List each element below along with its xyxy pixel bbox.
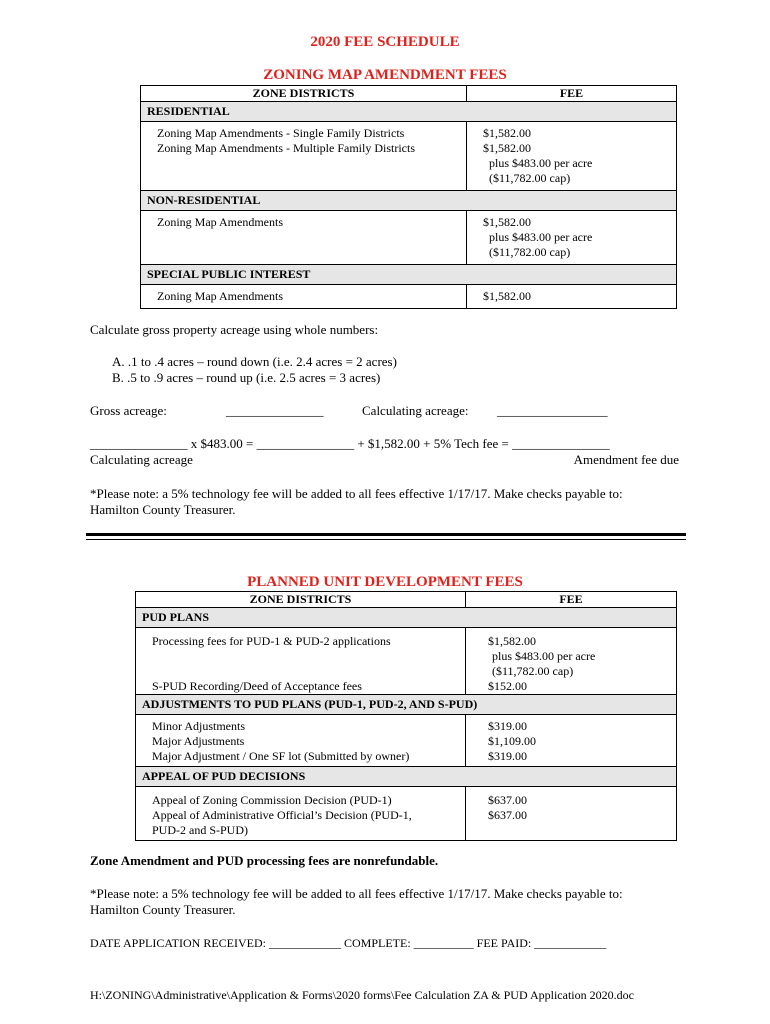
pud-plan-fee: plus $483.00 per acre [492,649,596,663]
formula-right-caption: Amendment fee due [573,452,679,467]
section-divider [86,533,686,536]
pud-tech-fee-note: *Please note: a 5% technology fee will be added to all fees effective 1/17/17. Make checks payable to: [90,886,623,901]
za-res-fee: plus $483.00 per acre [489,156,593,170]
za-residential-fees [467,122,677,191]
za-nonres-fee: ($11,782.00 cap) [489,245,571,259]
za-spi-fee: $1,582.00 [483,289,531,303]
calc-rule-a: A. .1 to .4 acres – round down (i.e. 2.4 acres = 2 acres) [112,354,397,369]
pud-plan-item: Processing fees for PUD-1 & PUD-2 applications [152,634,391,648]
gross-acreage-field[interactable]: _______________ [226,403,324,418]
pud-section-plans: PUD PLANS [136,608,677,628]
calculating-acreage-field[interactable]: _________________ [497,403,608,418]
pud-appeal-item: Appeal of Zoning Commission Decision (PUD-1) [152,793,392,807]
nonrefundable-note: Zone Amendment and PUD processing fees are nonrefundable. [90,853,439,868]
pud-adjust-item: Major Adjustments [152,734,245,748]
pud-adjust-item: Major Adjustment / One SF lot (Submitted by owner) [152,749,410,763]
pud-plan-fee: ($11,782.00 cap) [492,664,574,678]
section-divider-thin [86,539,686,540]
formula-left-caption: Calculating acreage [90,452,193,467]
pud-plan-item: S-PUD Recording/Deed of Acceptance fees [152,679,362,693]
tech-fee-note-line2: Hamilton County Treasurer. [90,502,236,517]
za-section-nonresidential: NON-RESIDENTIAL [141,191,677,211]
pud-col-zone: ZONE DISTRICTS [136,592,466,608]
pud-col-fee: FEE [466,592,677,608]
za-col-zone: ZONE DISTRICTS [141,86,467,102]
pud-plans-items [136,628,466,695]
za-nonres-item: Zoning Map Amendments [157,215,283,229]
za-fee-table [140,85,677,309]
pud-plan-fee: $1,582.00 [488,634,536,648]
za-res-fee: $1,582.00 [483,141,531,155]
za-res-fee: $1,582.00 [483,126,531,140]
pud-adjust-items [136,715,466,767]
pud-adjust-fee: $319.00 [488,749,527,763]
pud-adjust-fee: $1,109.00 [488,734,536,748]
calc-intro: Calculate gross property acreage using whole numbers: [90,322,379,337]
za-residential-items [141,122,467,191]
za-nonres-fee: $1,582.00 [483,215,531,229]
za-heading: ZONING MAP AMENDMENT FEES [263,67,507,83]
pud-tech-fee-note-line2: Hamilton County Treasurer. [90,902,236,917]
pud-appeal-fees [466,787,677,841]
calc-rule-b: B. .5 to .9 acres – round up (i.e. 2.5 acres = 3 acres) [112,370,381,385]
gross-acreage-label: Gross acreage: [90,403,167,418]
za-res-item: Zoning Map Amendments - Single Family Districts [157,126,405,140]
pud-section-adjustments: ADJUSTMENTS TO PUD PLANS (PUD-1, PUD-2, AND S-PUD) [136,695,677,715]
pud-fee-table [135,591,677,841]
pud-appeal-fee: $637.00 [488,793,527,807]
pud-plan-fee: $152.00 [488,679,527,693]
calculating-acreage-label: Calculating acreage: [362,403,469,418]
za-nonres-fees [467,211,677,265]
za-res-item: Zoning Map Amendments - Multiple Family Districts [157,141,415,155]
pud-adjust-item: Minor Adjustments [152,719,246,733]
pud-heading: PLANNED UNIT DEVELOPMENT FEES [247,574,523,590]
za-section-spi: SPECIAL PUBLIC INTEREST [141,265,677,285]
pud-adjust-fees [466,715,677,767]
fee-formula[interactable]: _______________ x $483.00 = _______________ + $1,582.00 + 5% Tech fee = _______________ [90,436,610,451]
page-title: 2020 FEE SCHEDULE [310,34,460,50]
pud-adjust-fee: $319.00 [488,719,527,733]
za-spi-item: Zoning Map Amendments [157,289,283,303]
pud-appeal-item: PUD-2 and S-PUD) [152,823,248,837]
za-section-residential: RESIDENTIAL [141,102,677,122]
pud-appeal-item: Appeal of Administrative Official’s Decision (PUD-1, [152,808,412,822]
za-col-fee: FEE [467,86,677,102]
office-use-fields[interactable]: DATE APPLICATION RECEIVED: ____________ COMPLETE: __________ FEE PAID: ____________ [90,936,607,950]
pud-section-appeal: APPEAL OF PUD DECISIONS [136,767,677,787]
za-res-fee: ($11,782.00 cap) [489,171,571,185]
tech-fee-note: *Please note: a 5% technology fee will be added to all fees effective 1/17/17. Make checks payable to: [90,486,623,501]
pud-appeal-fee: $637.00 [488,808,527,822]
za-nonres-fee: plus $483.00 per acre [489,230,593,244]
pud-plans-fees [466,628,677,695]
file-path-footer: H:\ZONING\Administrative\Application & Forms\2020 forms\Fee Calculation ZA & PUD Application 2020.doc [90,988,634,1002]
pud-appeal-items [136,787,466,841]
